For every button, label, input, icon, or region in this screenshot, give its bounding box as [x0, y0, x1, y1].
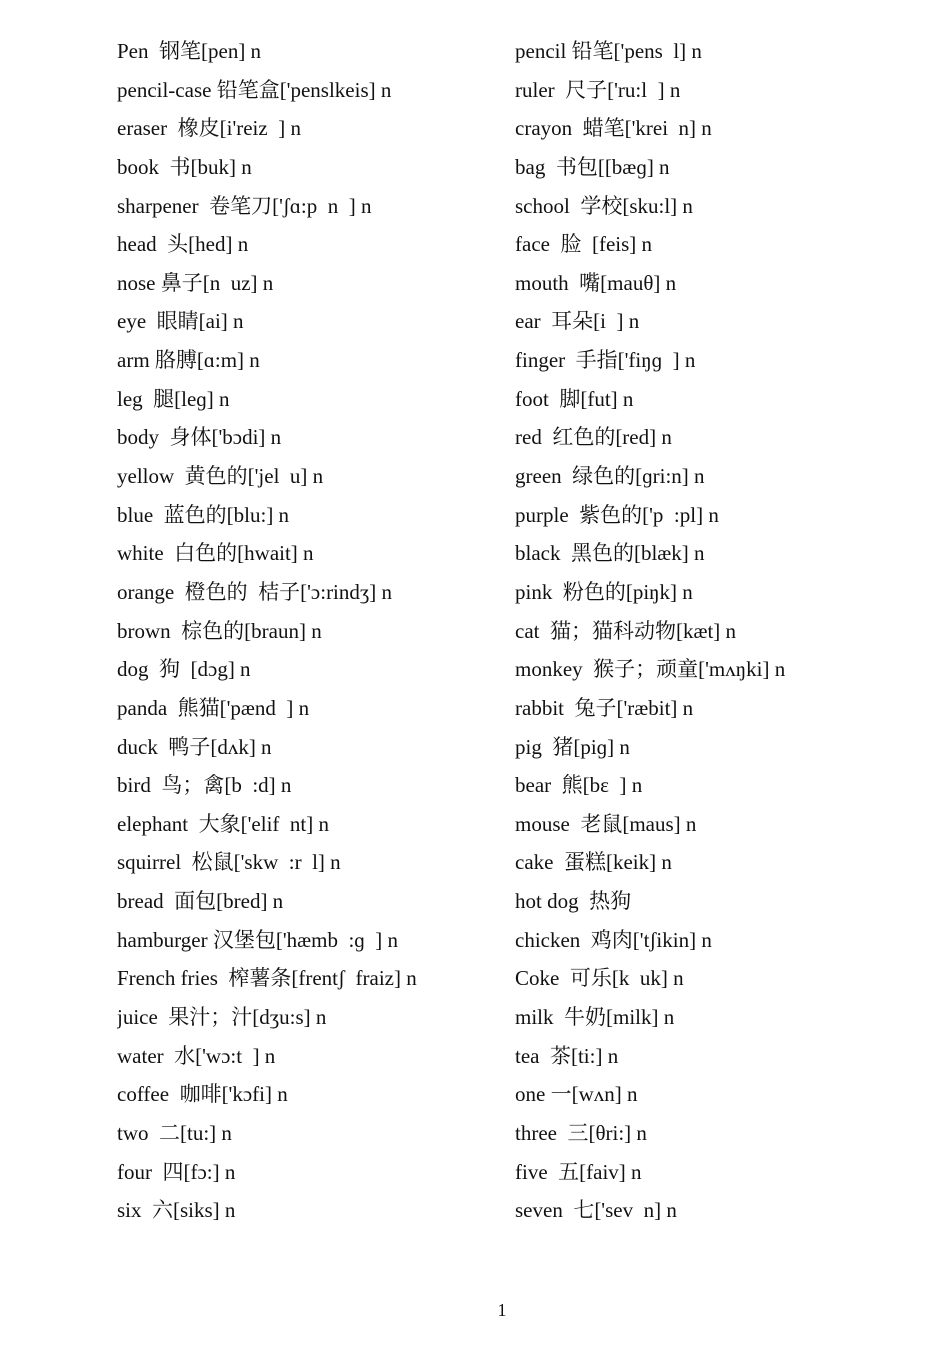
right-word-column [515, 32, 935, 1230]
vocabulary-entry: mouth 嘴[mauθ] n [515, 270, 677, 295]
vocabulary-entry: face 脸 [feis] n [515, 232, 653, 257]
vocabulary-entry: five 五[faiv] n [515, 1159, 642, 1184]
vocabulary-entry: leg 腿[leɡ] n [117, 386, 230, 411]
vocabulary-entry: hamburger 汉堡包['hæmb :ɡ ] n [117, 927, 399, 952]
vocabulary-entry: head 头[hed] n [117, 232, 249, 257]
vocabulary-entry: pencil-case 铅笔盒['penslkeis] n [117, 77, 392, 102]
vocabulary-entry: mouse 老鼠[maus] n [515, 811, 697, 836]
vocabulary-entry: finger 手指['fiŋɡ ] n [515, 348, 696, 373]
vocabulary-entry: blue 蓝色的[blu:] n [117, 502, 290, 527]
vocabulary-entry: juice 果汁；汁[dʒu:s] n [117, 1005, 327, 1030]
vocabulary-entry: hot dog 热狗 [515, 889, 632, 914]
vocabulary-entry: chicken 鸡肉['tʃikin] n [515, 927, 712, 952]
vocabulary-entry: eraser 橡皮[i'reiz ] n [117, 116, 301, 141]
vocabulary-entry: coffee 咖啡['kɔfi] n [117, 1082, 288, 1107]
vocabulary-entry: elephant 大象['elif nt] n [117, 811, 329, 836]
vocabulary-entry: brown 棕色的[braun] n [117, 618, 322, 643]
vocabulary-entry: bag 书包[[bæɡ] n [515, 154, 670, 179]
vocabulary-entry: sharpener 卷笔刀['ʃɑ:p n ] n [117, 193, 372, 218]
vocabulary-entry: panda 熊猫['pænd ] n [117, 695, 310, 720]
vocabulary-entry: book 书[buk] n [117, 154, 252, 179]
vocabulary-entry: black 黑色的[blæk] n [515, 541, 705, 566]
vocabulary-entry: seven 七['sev n] n [515, 1198, 677, 1223]
vocabulary-entry: ruler 尺子['ru:l ] n [515, 77, 681, 102]
vocabulary-entry: orange 橙色的 桔子['ɔ:rindʒ] n [117, 579, 392, 604]
vocabulary-entry: pig 猪[piɡ] n [515, 734, 630, 759]
vocabulary-entry: cake 蛋糕[keik] n [515, 850, 672, 875]
vocabulary-entry: rabbit 兔子['ræbit] n [515, 695, 694, 720]
vocabulary-entry: white 白色的[hwait] n [117, 541, 314, 566]
vocabulary-entry: six 六[siks] n [117, 1198, 236, 1223]
vocabulary-entry: purple 紫色的['p :pl] n [515, 502, 719, 527]
vocabulary-entry: one 一[wʌn] n [515, 1082, 638, 1107]
vocabulary-entry: bear 熊[bɛ ] n [515, 773, 643, 798]
vocabulary-entry: red 红色的[red] n [515, 425, 672, 450]
vocabulary-entry: milk 牛奶[milk] n [515, 1005, 675, 1030]
vocabulary-entry: bird 鸟；禽[b :d] n [117, 773, 292, 798]
vocabulary-entry: school 学校[sku:l] n [515, 193, 693, 218]
vocabulary-entry: foot 脚[fut] n [515, 386, 634, 411]
vocabulary-entry: crayon 蜡笔['krei n] n [515, 116, 712, 141]
vocabulary-entry: yellow 黄色的['jel u] n [117, 464, 324, 489]
vocabulary-entry: green 绿色的[ɡri:n] n [515, 464, 705, 489]
vocabulary-entry: pink 粉色的[piŋk] n [515, 579, 693, 604]
vocabulary-entry: squirrel 松鼠['skw :r l] n [117, 850, 341, 875]
left-word-column [117, 32, 497, 1230]
vocabulary-entry: Coke 可乐[k uk] n [515, 966, 684, 991]
vocabulary-entry: ear 耳朵[i ] n [515, 309, 640, 334]
vocabulary-entry: arm 胳膊[ɑ:m] n [117, 348, 260, 373]
vocabulary-entry: body 身体['bɔdi] n [117, 425, 282, 450]
vocabulary-entry: eye 眼睛[ai] n [117, 309, 244, 334]
vocabulary-entry: bread 面包[bred] n [117, 889, 284, 914]
vocabulary-entry: two 二[tu:] n [117, 1120, 232, 1145]
vocabulary-entry: tea 茶[ti:] n [515, 1043, 619, 1068]
vocabulary-entry: dog 狗 [dɔg] n [117, 657, 251, 682]
vocabulary-entry: water 水['wɔ:t ] n [117, 1043, 276, 1068]
vocabulary-entry: cat 猫；猫科动物[kæt] n [515, 618, 737, 643]
vocabulary-entry: French fries 榨薯条[frentʃ fraiz] n [117, 966, 417, 991]
vocabulary-entry: four 四[fɔ:] n [117, 1159, 236, 1184]
vocabulary-entry: duck 鸭子[dʌk] n [117, 734, 272, 759]
page-number: 1 [497, 1300, 507, 1320]
vocabulary-entry: Pen 钢笔[pen] n [117, 39, 262, 63]
vocabulary-entry: three 三[θri:] n [515, 1120, 647, 1145]
vocabulary-entry: nose 鼻子[n uz] n [117, 270, 274, 295]
vocabulary-entry: monkey 猴子；顽童['mʌŋki] n [515, 657, 786, 682]
vocabulary-entry: pencil 铅笔['pens l] n [515, 39, 702, 63]
